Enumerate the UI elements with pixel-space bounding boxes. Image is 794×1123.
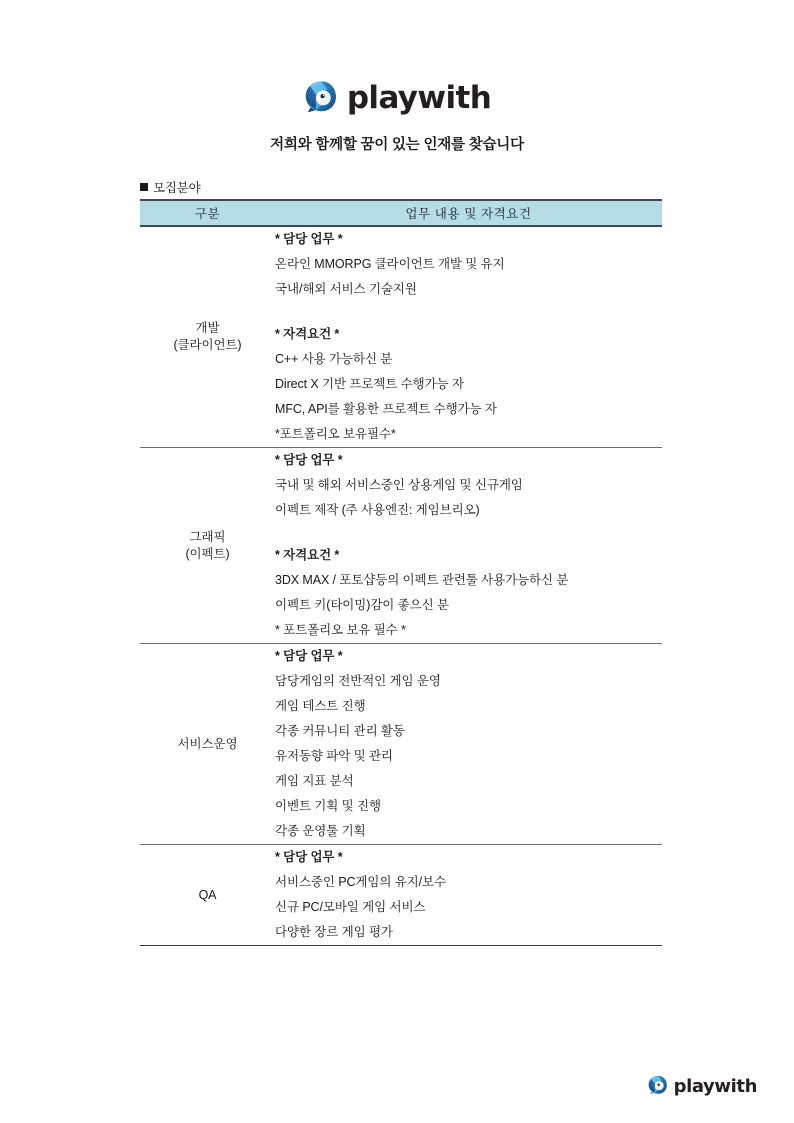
category-label-line: (클라이언트) (173, 338, 242, 352)
table-cell-description (275, 226, 662, 448)
description-item: 3DX MAX / 포토샵등의 이펙트 관련툴 사용가능하신 분 (275, 573, 569, 587)
description-item: 게임 테스트 진행 (275, 699, 366, 713)
table-row (140, 448, 662, 644)
table-header (140, 200, 662, 226)
column-header-category: 구분 (140, 200, 275, 226)
square-bullet-icon (140, 183, 148, 191)
description-item: 이벤트 기획 및 진행 (275, 799, 381, 813)
table-cell-category (140, 226, 275, 448)
footer-brand-logo-lockup (647, 1075, 757, 1097)
description-block-heading: * 자격요건 * (275, 548, 340, 562)
table-row (140, 644, 662, 845)
page-header (0, 0, 794, 154)
description-item: 이펙트 키(타이밍)감이 좋으신 분 (275, 598, 449, 612)
column-header-description: 업무 내용 및 자격요건 (275, 200, 662, 226)
description-item: MFC, API를 활용한 프로젝트 수행가능 자 (275, 402, 497, 416)
brand-wordmark: playwith (346, 79, 492, 116)
table-cell-category (140, 845, 275, 946)
category-label-line: QA (198, 887, 217, 902)
table-body (140, 226, 662, 946)
section-heading (140, 178, 201, 196)
table-row (140, 226, 662, 448)
description-block-heading: * 담당 업무 * (275, 453, 343, 467)
description-block (275, 845, 662, 945)
footer-brand-wordmark: playwith (673, 1075, 757, 1097)
description-item: 게임 지표 분석 (275, 774, 354, 788)
description-item: 국내 및 해외 서비스중인 상용게임 및 신규게임 (275, 478, 523, 492)
description-block (275, 644, 662, 844)
category-label-line: (이펙트) (185, 546, 230, 561)
category-label-line: 서비스운영 (177, 736, 238, 751)
table-row (140, 845, 662, 946)
description-item: 담당게임의 전반적인 게임 운영 (275, 674, 441, 688)
description-item: *포트폴리오 보유필수* (275, 427, 396, 441)
description-item: * 포트폴리오 보유 필수 * (275, 623, 406, 637)
description-block (275, 322, 662, 447)
description-block (275, 448, 662, 523)
description-block (275, 543, 662, 643)
table-cell-category (140, 644, 275, 845)
description-item: 다양한 장르 게임 평가 (275, 925, 393, 939)
description-item: 신규 PC/모바일 게임 서비스 (275, 900, 426, 914)
description-block-heading: * 담당 업무 * (275, 232, 343, 246)
parrot-logo-icon (303, 80, 338, 115)
description-item: Direct X 기반 프로젝트 수행가능 자 (275, 377, 464, 391)
brand-logo-lockup (303, 78, 491, 116)
table-cell-description (275, 845, 662, 946)
description-item: 이펙트 제작 (주 사용엔진: 게임브리오) (275, 503, 480, 517)
parrot-logo-icon-footer (647, 1075, 668, 1096)
description-item: 서비스중인 PC게임의 유지/보수 (275, 875, 446, 889)
section-heading-label: 모집분야 (153, 181, 201, 195)
description-block-heading: * 담당 업무 * (275, 850, 343, 864)
description-block (275, 227, 662, 302)
page-footer (647, 1075, 757, 1102)
recruitment-table (140, 199, 662, 946)
description-block-heading: * 자격요건 * (275, 327, 340, 341)
page-subtitle: 저희와 함께할 꿈이 있는 인재를 찾습니다 (270, 136, 524, 153)
description-item: 국내/해외 서비스 기술지원 (275, 282, 417, 296)
description-item: 각종 커뮤니티 관리 활동 (275, 724, 405, 738)
description-item: 온라인 MMORPG 클라이언트 개발 및 유지 (275, 257, 505, 271)
table-header-row (140, 200, 662, 226)
table-cell-description (275, 644, 662, 845)
category-label-line: 개발 (195, 321, 220, 336)
description-item: 각종 운영툴 기획 (275, 824, 366, 838)
category-label-line: 그래픽 (189, 529, 226, 544)
recruitment-table-wrapper (140, 199, 662, 946)
table-cell-description (275, 448, 662, 644)
table-cell-category (140, 448, 275, 644)
description-block-heading: * 담당 업무 * (275, 649, 343, 663)
description-item: 유저동향 파악 및 관리 (275, 749, 393, 763)
description-item: C++ 사용 가능하신 분 (275, 352, 393, 366)
